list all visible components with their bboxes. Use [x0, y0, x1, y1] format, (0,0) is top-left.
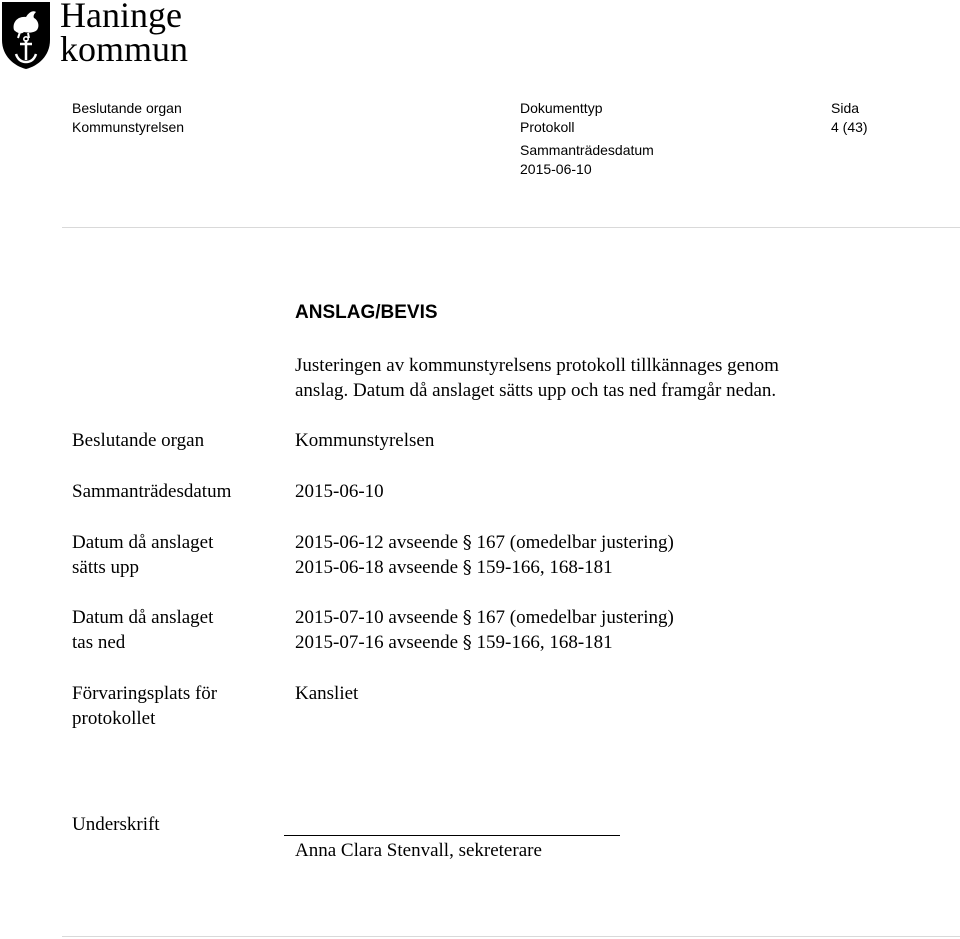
sammantradesdatum-label: Sammanträdesdatum: [520, 142, 654, 158]
section-symbol: §: [462, 607, 472, 628]
header-beslutande-organ: [72, 99, 184, 137]
beslutande-organ-value: Kommunstyrelsen: [72, 119, 185, 135]
removed-entry-date: 2015-07-16 avseende: [295, 632, 459, 653]
meeting-date-label: Sammanträdesdatum: [72, 481, 232, 502]
beslutande-organ-label: Beslutande organ: [72, 100, 182, 116]
intro-line-2: anslag. Datum då anslaget sätts upp och tas ned framgår nedan.: [295, 380, 777, 401]
removed-entry: [295, 605, 674, 630]
logo-name-line1: Haninge: [60, 0, 182, 35]
section-symbol: §: [462, 557, 472, 578]
posted-entry: [295, 555, 674, 580]
removed-entries: [295, 605, 674, 655]
haninge-coat-of-arms-icon: [0, 0, 52, 70]
intro-line-1: Justeringen av kommunstyrelsens protokoll tillkännages genom: [295, 355, 779, 376]
signature-line: [284, 835, 620, 836]
posted-entry-date: 2015-06-12 avseende: [295, 532, 459, 553]
posted-entry-date: 2015-06-18 avseende: [295, 557, 459, 578]
document-heading: ANSLAG/BEVIS: [295, 302, 438, 323]
header-sida: [831, 99, 868, 137]
removed-label-line2: tas ned: [72, 632, 126, 653]
removed-label-line1: Datum då anslaget: [72, 607, 214, 628]
footer-divider: [62, 936, 960, 937]
storage-label-line1: Förvaringsplats för: [72, 683, 218, 704]
posted-entry: [295, 530, 674, 555]
meeting-date-value: 2015-06-10: [295, 481, 384, 502]
removed-entry-ref: 167 (omedelbar justering): [476, 607, 674, 628]
posted-label-line1: Datum då anslaget: [72, 532, 214, 553]
section-symbol: §: [462, 632, 472, 653]
dokumenttyp-value: Protokoll: [520, 119, 575, 135]
sida-label: Sida: [831, 100, 860, 116]
posted-entries: [295, 530, 674, 580]
removed-label: [72, 605, 213, 655]
organ-label: Beslutande organ: [72, 430, 205, 451]
signature-label: Underskrift: [72, 814, 160, 835]
sammantradesdatum-value: 2015-06-10: [520, 161, 592, 177]
posted-label: [72, 530, 213, 580]
intro-paragraph: [295, 353, 779, 403]
posted-entry-ref: 159-166, 168-181: [476, 557, 613, 578]
header-dokumenttyp: [520, 99, 602, 137]
section-symbol: §: [462, 532, 472, 553]
header-sammantradesdatum: [520, 141, 654, 179]
storage-label-line2: protokollet: [72, 708, 156, 729]
posted-label-line2: sätts upp: [72, 557, 140, 578]
storage-value: Kansliet: [295, 683, 359, 704]
municipality-logo-text: [60, 0, 189, 69]
storage-label: [72, 681, 217, 731]
dokumenttyp-label: Dokumenttyp: [520, 100, 603, 116]
removed-entry-ref: 159-166, 168-181: [476, 632, 613, 653]
sida-value: 4 (43): [831, 119, 868, 135]
logo-name-line2: kommun: [60, 29, 189, 69]
removed-entry: [295, 630, 674, 655]
signer-name: Anna Clara Stenvall, sekreterare: [295, 840, 542, 861]
organ-value: Kommunstyrelsen: [295, 430, 435, 451]
posted-entry-ref: 167 (omedelbar justering): [476, 532, 674, 553]
header-divider: [62, 227, 960, 228]
removed-entry-date: 2015-07-10 avseende: [295, 607, 459, 628]
